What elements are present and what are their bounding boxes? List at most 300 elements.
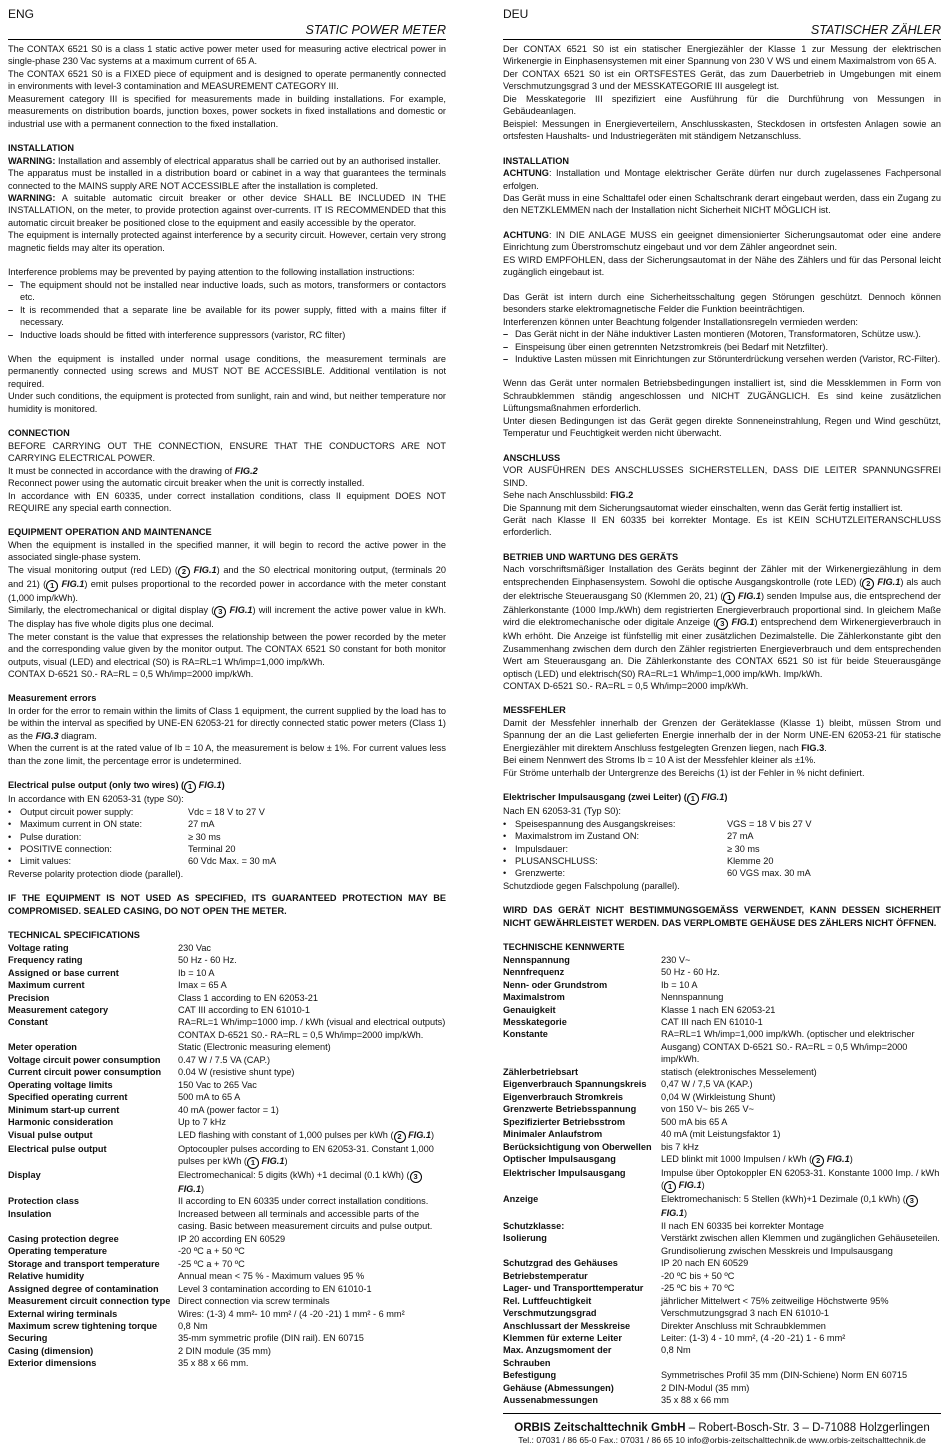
spec-key: Rel. Luftfeuchtigkeit <box>503 1295 592 1306</box>
spec-key: Lager- und Transporttemperatur <box>503 1283 644 1294</box>
spec-value: 60 Vdc Max. = 30 mA <box>188 856 277 867</box>
table-row <box>8 1345 446 1357</box>
spec-value: 2 DIN module (35 mm) <box>178 1345 271 1356</box>
list-item <box>8 831 446 843</box>
table-row <box>8 1332 446 1344</box>
measurement-text: . <box>824 742 827 753</box>
spec-key: Anzeige <box>503 1194 539 1205</box>
callout-1-icon: 1 <box>46 580 58 592</box>
spec-value: statisch (elektronisches Messelement) <box>661 1066 817 1077</box>
spec-key: Eigenverbrauch Spannungskreis <box>503 1079 647 1090</box>
table-row <box>8 1295 446 1307</box>
figure-reference: FIG.1 <box>58 578 85 589</box>
spec-value <box>178 1143 446 1169</box>
table-row <box>503 1103 941 1115</box>
spec-key: Maximum current in ON state: <box>20 819 143 830</box>
table-row <box>503 1004 941 1016</box>
pulse-output-heading <box>503 791 941 805</box>
tech-specs-heading: TECHNICAL SPECIFICATIONS <box>8 930 140 941</box>
spec-value: 40 mA (mit Leistungsfaktor 1) <box>661 1129 781 1140</box>
table-row <box>503 1091 941 1103</box>
spec-key: Visual pulse output <box>8 1129 93 1140</box>
table-row <box>8 1195 446 1207</box>
normal-usage-paragraph: When the equipment is installed under normal usage conditions, the measurement terminals are permanently connected using screws and MUST NOT BE ACCESSIBLE. Additional ventilation is not required. <box>8 353 446 389</box>
spec-key: Grenzwerte: <box>515 868 566 879</box>
spec-value: 150 Vac to 265 Vac <box>178 1079 257 1090</box>
spec-value: jährlicher Mittelwert < 75% zeitweilige Höchstwerte 95% <box>661 1295 889 1306</box>
page-title: STATIC POWER METER <box>305 23 446 37</box>
table-row <box>8 1079 446 1091</box>
table-row <box>503 954 941 966</box>
spec-key: Securing <box>8 1333 48 1344</box>
table-row <box>503 1078 941 1090</box>
table-row <box>503 979 941 991</box>
pulse-norm: In accordance with EN 62053-31 (type S0): <box>8 794 184 805</box>
spec-value: II according to EN 60335 under correct installation conditions. <box>178 1196 429 1207</box>
measurement-text: In order for the error to remain within the limits of Class 1 equipment, the current supplied by the load has to be within the interval as specified by UNE-EN 62053-21 for directly connected static power meters (Class 1) as the <box>8 705 446 741</box>
operation-text: Similarly, the electromechanical or digital display ( <box>8 605 215 616</box>
spec-value: Ib = 10 A <box>178 967 215 978</box>
figure-reference: FIG.1 <box>676 1180 702 1191</box>
spec-value-text: ) <box>683 1208 688 1219</box>
spec-key: Relative humidity <box>8 1271 85 1282</box>
spec-key: Precision <box>8 992 50 1003</box>
operation-text: The visual monitoring output (red LED) ( <box>8 564 178 575</box>
spec-key: Display <box>8 1169 41 1180</box>
spec-value: 0.04 W (resistive shunt type) <box>178 1067 295 1078</box>
spec-value-text: ) <box>849 1153 853 1164</box>
spec-key: Insulation <box>8 1208 52 1219</box>
bullet-icon <box>8 831 20 843</box>
spec-key: Max. Anzugsmoment der Schrauben <box>503 1345 612 1368</box>
spec-key: External wiring terminals <box>8 1308 118 1319</box>
table-row <box>8 1320 446 1332</box>
warning-label: ACHTUNG <box>503 168 549 179</box>
connection-paragraph: Die Spannung mit dem Sicherungsautomat wieder einschalten, wenn das Gerät fertig installiert ist. <box>503 502 903 513</box>
connection-paragraph: Gerät nach Klasse II EN 60335 bei korrekter Montage. Es ist KEIN SCHUTZLEITERANSCHLUSS erforderlich. <box>503 514 941 538</box>
list-item <box>503 843 941 855</box>
spec-key: Operating voltage limits <box>8 1079 113 1090</box>
spec-key: Konstante <box>503 1029 548 1040</box>
spec-key: Harmonic consideration <box>8 1117 114 1128</box>
figure-reference: FIG.2 <box>234 465 258 476</box>
table-row <box>503 1320 941 1332</box>
spec-value: 40 mA (power factor = 1) <box>178 1104 279 1115</box>
spec-value: 35 x 88 x 66 mm. <box>178 1358 249 1369</box>
connection-paragraph: Reconnect power using the automatic circuit breaker when the unit is correctly installed. <box>8 478 365 489</box>
table-row <box>8 942 446 954</box>
installation-paragraph: The equipment is internally protected against interference by a security circuit. However, certain very strong magnetic fields may alter its operation. <box>8 230 446 253</box>
connection-paragraph: In accordance with EN 60335, under correct installation conditions, class II equipment DOES NOT REQUIRE any special earth connection. <box>8 490 446 513</box>
bullet-icon <box>503 818 515 830</box>
warning-paragraph <box>503 229 941 254</box>
spec-value: II nach EN 60335 bei korrekter Montage <box>661 1220 824 1231</box>
normal-usage-paragraph: Under such conditions, the equipment is protected from sunlight, rain and wind, but neither temperature nor humidity is monitored. <box>8 391 446 414</box>
table-row <box>503 1167 941 1193</box>
spec-value: 27 mA <box>727 831 754 842</box>
table-row <box>503 1307 941 1319</box>
spec-value: 0,04 W (Wirkleistung Shunt) <box>661 1091 776 1102</box>
spec-value: 500 mA bis 65 A <box>661 1116 728 1127</box>
spec-key: Eigenverbrauch Stromkreis <box>503 1091 623 1102</box>
table-row <box>503 1394 941 1406</box>
spec-value-text: ) <box>200 1183 205 1194</box>
table-row <box>503 1153 941 1167</box>
list-item: – Das Gerät nicht in der Nähe induktiver Lasten montieren (Motoren, Transformatoren, Schütze usw.). <box>503 328 941 340</box>
callout-1-icon: 1 <box>664 1181 676 1193</box>
pulse-heading-text: Electrical pulse output (only two wires) ( <box>8 780 185 791</box>
spec-key: Frequency rating <box>8 955 83 966</box>
figure-reference: FIG.3 <box>35 730 59 741</box>
spec-value: IP 20 according EN 60529 <box>178 1233 286 1244</box>
figure-reference: FIG.2 <box>610 490 634 501</box>
spec-value: Terminal 20 <box>188 844 236 855</box>
table-row <box>503 1282 941 1294</box>
spec-value-text: ) <box>431 1129 435 1140</box>
callout-2-icon: 2 <box>178 566 190 578</box>
spec-key: Minimaler Anlaufstrom <box>503 1129 603 1140</box>
spec-key: Maximum current <box>8 980 85 991</box>
figure-reference: FIG.1 <box>698 792 725 803</box>
bullet-icon <box>503 843 515 855</box>
spec-value: Leiter: (1-3) 4 - 10 mm², (4 -20 -21) 1 - 6 mm² <box>661 1332 846 1343</box>
spec-key: Maximalstrom <box>503 992 565 1003</box>
spec-key: Verschmutzungsgrad <box>503 1308 597 1319</box>
spec-key: Grenzwerte Betriebsspannung <box>503 1104 637 1115</box>
spec-key: Electrical pulse output <box>8 1143 107 1154</box>
company-line <box>503 1422 941 1434</box>
spec-key: Befestigung <box>503 1370 557 1381</box>
spec-key: Maximum screw tightening torque <box>8 1320 158 1331</box>
intro-paragraph: Beispiel: Messungen in Energieverteilern, Anschlusskasten, Steckdosen in ortsfesten Anlagen sowie an ortsfesten Haushalts- und Industriegeräten mit ständigem Netzanschluss. <box>503 118 941 142</box>
intro-paragraph: Die Messkategorie III spezifiziert eine Ausführung für die Durchführung von Messungen in Gebäudeanlagen. <box>503 93 941 117</box>
measurement-errors-paragraph <box>503 717 941 754</box>
spec-value <box>661 1167 941 1193</box>
spec-value: 35-mm symmetric profile (DIN rail). EN 60715 <box>178 1333 364 1344</box>
operation-text: ) emit pulses proportional to the recorded power in accordance with the meter constant (1,000 imp/kWh). <box>8 578 446 603</box>
spec-value: Ib = 10 A <box>661 979 698 990</box>
spec-key: Measurement category <box>8 1005 109 1015</box>
table-row <box>8 1066 446 1078</box>
pulse-heading-text: ) <box>724 792 728 803</box>
spec-value-text: Electromechanical: 5 digits (kWh) +1 decimal (0.1 kWh) ( <box>178 1169 410 1180</box>
operation-paragraph <box>503 563 941 680</box>
warning-paragraph <box>503 167 941 192</box>
bullet-icon <box>8 806 20 818</box>
warning-label: WARNING: <box>8 192 56 203</box>
pulse-heading-text: Elektrischer Impulsausgang (zwei Leiter) ( <box>503 792 687 803</box>
figure-reference: FIG.3 <box>801 742 825 753</box>
callout-1-icon: 1 <box>247 1157 259 1169</box>
spec-key: Spezifizierter Betriebsstrom <box>503 1116 626 1127</box>
spec-value: Verschmutzungsgrad 3 nach EN 61010-1 <box>661 1308 830 1319</box>
spec-value: Klemme 20 <box>727 856 774 867</box>
figure-reference: FIG.1 <box>189 564 217 575</box>
intro-paragraph: The CONTAX 6521 S0 is a FIXED piece of equipment and is designed to operate permanently connected in environments with level-3 contamination and MEASUREMENT CATEGORY III. <box>8 68 446 92</box>
callout-3-icon: 3 <box>214 606 226 618</box>
table-row <box>8 1357 446 1369</box>
bullet-icon <box>503 867 515 879</box>
normal-usage-paragraph: Unter diesen Bedingungen ist das Gerät gegen direkte Sonneneinstrahlung, Regen und Wind geschützt, Temperatur und Feuchtigkeit werden nicht überwacht. <box>503 415 941 439</box>
callout-2-icon: 2 <box>394 1131 406 1143</box>
spec-key: Schutzgrad des Gehäuses <box>503 1258 618 1269</box>
spec-key: Storage and transport temperature <box>8 1258 160 1269</box>
table-row <box>503 1332 941 1344</box>
table-row <box>503 1369 941 1381</box>
table-row <box>503 991 941 1003</box>
spec-key: Messkategorie <box>503 1017 567 1027</box>
spec-value: Static (Electronic measuring element) <box>178 1042 331 1053</box>
warning-text: : Installation und Montage elektrischer Geräte dürfen nur durch zugelassenes Fachpersonal erfolgen. <box>503 168 941 191</box>
spec-value: -25 ºC a + 70 ºC <box>178 1258 245 1269</box>
figure-reference: FIG.1 <box>178 1183 201 1194</box>
spec-value: 0.47 W / 7.5 VA (CAP.) <box>178 1054 271 1065</box>
german-body <box>503 43 941 1447</box>
spec-value: 0,8 Nm <box>661 1345 691 1356</box>
warning-text: Installation and assembly of electrical apparatus shall be carried out by an authorised installer. <box>55 155 441 166</box>
spec-key: Voltage rating <box>8 942 69 953</box>
list-item <box>8 806 446 818</box>
spec-value-text: Optocoupler pulses according to EN 62053-31. Constant 1,000 pulses per kWh ( <box>178 1143 434 1166</box>
interference-list <box>503 328 941 365</box>
table-row <box>8 1258 446 1270</box>
footer-divider <box>503 1413 941 1414</box>
spec-key: Nennfrequenz <box>503 967 565 978</box>
callout-3-icon: 3 <box>716 618 728 630</box>
spec-key: Specified operating current <box>8 1092 128 1103</box>
table-row <box>8 1169 446 1195</box>
spec-value <box>178 1169 446 1195</box>
tech-specs-table <box>503 954 941 1407</box>
spec-value: ≥ 30 ms <box>727 843 760 854</box>
table-row <box>503 1344 941 1369</box>
figure-reference: FIG.1 <box>728 617 755 628</box>
callout-1-icon: 1 <box>184 781 196 793</box>
operation-paragraph: CONTAX D-6521 S0.- RA=RL = 0,5 Wh/imp=2000 imp/kWh. <box>8 669 254 680</box>
spec-key: Limit values: <box>20 856 72 867</box>
table-row <box>8 1143 446 1169</box>
spec-key: Exterior dimensions <box>8 1358 97 1369</box>
tech-specs-heading: TECHNISCHE KENNWERTE <box>503 942 625 953</box>
operation-text: ) senden Impulse aus, die entsprechend der Zählerkonstante (1000 Imp./kWh) dem registrierten Energieverbrauch proportional sind. In gleichem Maße wird die elektromechanische oder digitale Anzeige ( <box>503 590 941 628</box>
spec-value: IP 20 nach EN 60529 <box>661 1258 749 1269</box>
table-row <box>503 1232 941 1257</box>
installation-paragraph: ES WIRD EMPFOHLEN, dass der Sicherungsautomat in der Nähe des Zählers und für das Personal leicht zugänglich eingebaut ist. <box>503 254 941 278</box>
spec-value: RA=RL=1 Wh/imp=1000 imp. / kWh (visual and electrical outputs) <box>178 1017 446 1028</box>
spec-value-text: ) <box>284 1155 288 1166</box>
table-row <box>8 1104 446 1116</box>
spec-value <box>661 1193 941 1219</box>
spec-value: 50 Hz - 60 Hz. <box>661 967 720 978</box>
spec-key: PLUSANSCHLUSS: <box>515 856 598 867</box>
pulse-specs-list <box>503 818 941 880</box>
spec-key: Berücksichtigung von Oberwellen <box>503 1141 652 1152</box>
header-divider <box>503 39 941 40</box>
table-row <box>503 966 941 978</box>
callout-1-icon: 1 <box>723 592 735 604</box>
page-title: STATISCHER ZÄHLER <box>810 23 941 37</box>
spec-key: Elektrischer Impulsausgang <box>503 1167 626 1178</box>
table-row <box>8 1004 446 1016</box>
spec-key: Aussenabmessungen <box>503 1395 598 1406</box>
list-item <box>503 867 941 879</box>
spec-value: Up to 7 kHz <box>178 1117 226 1128</box>
installation-paragraph: Das Gerät ist intern durch eine Sicherheitsschaltung gegen Störungen geschützt. Dennoch können besonders starke elektromagnetische Felder die Funktion beeinträchtigen. <box>503 291 941 315</box>
operation-paragraph <box>8 604 446 630</box>
callout-1-icon: 1 <box>687 793 699 805</box>
warning-paragraph <box>8 155 446 167</box>
table-row <box>503 1270 941 1282</box>
intro-paragraph: Der CONTAX 6521 S0 ist ein ORTSFESTES Gerät, das zum Dauerbetrieb in Umgebungen mit einem Verschmutzungsgrad 3 und der MESSKATEGORIE III ausgelegt ist. <box>503 68 941 92</box>
operation-text: ) entsprechend dem Wirkenergieverbrauch in kWh erhöht. Die Anzeige ist fünfstellig mit einer zusätzlichen Dezimalstelle. Die Zählerkonstante gibt den Zusammenhang zwischen dem durch den Zähler registrierten Energieverbrauch und dem entsprechenden Wert am Steuerausgang an. Die Zählerkonstante des CONTAX 6521 S0 ist für beide Steuerausgänge optisch (LED) und elektrisch(S0) RA=RL=1 Wh/imp=1,000 imp/kWh. Imp/kWh. <box>503 617 942 679</box>
warning-label: WARNING: <box>8 155 56 166</box>
measurement-text: diagram. <box>58 730 97 741</box>
table-row <box>8 1054 446 1066</box>
connection-paragraph: VOR AUSFÜHREN DES ANSCHLUSSES SICHERSTELLEN, DASS DIE LEITER SPANNUNGSFREI SIND. <box>503 465 941 488</box>
spec-value: 0,47 W / 7,5 VA (KAP.) <box>661 1079 753 1090</box>
list-item <box>503 830 941 842</box>
language-label: ENG <box>8 7 35 21</box>
installation-paragraph: Das Gerät muss in eine Schalttafel oder einen Schaltschrank derart eingebaut werden, dass ein Zugang zu den NETZKLEMMEN nach der Installation nicht Sicherheit NICHT MÖGLICH ist. <box>503 192 941 216</box>
connection-heading: ANSCHLUSS <box>503 452 561 463</box>
spec-key: Assigned or base current <box>8 967 119 978</box>
list-item: – It is recommended that a separate line be available for its power supply, fitted with a mains filter if necessary. <box>8 304 446 329</box>
operation-text: Nach vorschriftsmäßiger Installation des Geräts beginnt der Zähler mit der Wirkenergiezählung in dem entsprechenden Einphasensystem. Sowohl die optische Ausgangskontrolle (rote LED) ( <box>503 564 941 587</box>
spec-value: Verstärkt zwischen allen Klemmen und zugänglichen Gehäuseteilen. Grundisolierung zwischen Messkreis und Impulsausgang <box>661 1233 940 1256</box>
figure-reference: FIG.1 <box>405 1129 432 1140</box>
measurement-errors-heading: MESSFEHLER <box>503 705 566 716</box>
list-item <box>8 818 446 830</box>
spec-key: Casing (dimension) <box>8 1345 94 1356</box>
connection-paragraph: BEFORE CARRYING OUT THE CONNECTION, ENSURE THAT THE CONDUCTORS ARE NOT CARRYING ELECTRICAL POWER. <box>8 440 446 464</box>
spec-value: VGS = 18 V bis 27 V <box>727 818 812 829</box>
spec-value: CAT III according to EN 61010-1 <box>178 1005 310 1015</box>
figure-reference: FIG.1 <box>196 780 222 791</box>
spec-value: Wires: (1-3) 4 mm²- 10 mm² / (4 -20 -21) 1 mm² - 6 mm² <box>178 1308 405 1319</box>
connection-text: It must be connected in accordance with the drawing of <box>8 465 235 476</box>
pulse-specs-list <box>8 806 446 868</box>
intro-paragraph: Measurement category III is specified for measurements made in building installations. For example, measurements on distribution boards, junction boxes, power sockets in fixed installations and domestic or industrial use with a permanent connection to the fixed installation. <box>8 93 446 129</box>
spec-value-text: LED blinkt mit 1000 Impulsen / kWh ( <box>661 1153 813 1164</box>
spec-value: Vdc = 18 V to 27 V <box>188 806 265 817</box>
callout-2-icon: 2 <box>812 1155 824 1167</box>
safety-warning: WIRD DAS GERÄT NICHT BESTIMMUNGSGEMÄSS VERWENDET, KANN DESSEN SICHERHEIT NICHT GEWÄHRLEISTET WERDEN. DAS VERPLOMBTE GEHÄUSE DES ZÄHLERS NICHT ÖFFNEN. <box>503 905 941 928</box>
spec-key: Casing protection degree <box>8 1233 119 1244</box>
table-row <box>503 1295 941 1307</box>
operation-text: ) will increment the active power value in kWh. The display has five whole digits plus one decimal. <box>8 605 447 630</box>
table-row <box>503 1257 941 1269</box>
bullet-icon <box>503 830 515 842</box>
spec-key: Protection class <box>8 1196 79 1207</box>
table-row <box>8 1016 446 1028</box>
spec-key: Schutzklasse: <box>503 1220 565 1231</box>
spec-value: Increased between all terminals and accessible parts of the casing. Basic between measurement circuits and pulse output. <box>178 1208 433 1232</box>
figure-reference: FIG.1 <box>258 1155 285 1166</box>
spec-value: 27 mA <box>188 819 215 830</box>
spec-key: Output circuit power supply: <box>20 806 134 817</box>
warning-label: ACHTUNG <box>503 229 549 240</box>
header-divider <box>8 39 446 40</box>
spec-key: Speisespannung des Ausgangskreises: <box>515 818 676 829</box>
spec-value: ≥ 30 ms <box>188 831 221 842</box>
table-row <box>8 1041 446 1053</box>
spec-value: 0,8 Nm <box>178 1320 208 1331</box>
table-row <box>8 1208 446 1233</box>
spec-value: Klasse 1 nach EN 62053-21 <box>661 1004 776 1015</box>
table-row <box>503 1193 941 1219</box>
interference-intro: Interference problems may be prevented by paying attention to the following installation instructions: <box>8 267 415 278</box>
connection-paragraph <box>8 465 446 477</box>
spec-key: Measurement circuit connection type <box>8 1296 171 1307</box>
installation-heading: INSTALLATION <box>8 143 75 154</box>
spec-key: Nenn- oder Grundstrom <box>503 979 608 990</box>
spec-key: POSITIVE connection: <box>20 844 112 855</box>
spec-value <box>178 1129 446 1143</box>
spec-value: 230 V~ <box>661 954 691 965</box>
spec-key: Voltage circuit power consumption <box>8 1054 161 1065</box>
english-body <box>8 43 446 1370</box>
bullet-icon <box>8 843 20 855</box>
operation-heading: BETRIEB UND WARTUNG DES GERÄTS <box>503 551 679 562</box>
bullet-icon <box>8 855 20 867</box>
connection-heading: CONNECTION <box>8 428 70 439</box>
spec-key: Impulsdauer: <box>515 843 569 854</box>
operation-paragraph: When the equipment is installed in the specified manner, it will begin to record the active power in the associated single-phase system. <box>8 539 446 563</box>
table-row <box>503 1128 941 1140</box>
pulse-output-heading <box>8 779 446 793</box>
table-row <box>8 1029 446 1041</box>
measurement-errors-paragraph: Bei einem Nennwert des Stroms Ib = 10 A ist der Messfehler kleiner als ±1%. <box>503 755 816 766</box>
spec-value: RA=RL=1 Wh/imp=1,000 imp/kWh. (optischer und elektrischer Ausgang) CONTAX D-6521 S0.- RA=RL = 0,5 Wh/imp=2000 imp/kWh. <box>661 1029 915 1065</box>
table-row <box>503 1141 941 1153</box>
list-item <box>8 843 446 855</box>
table-row <box>8 1308 446 1320</box>
spec-key: Assigned degree of contamination <box>8 1283 159 1294</box>
table-row <box>503 1028 941 1065</box>
spec-value: -20 ºC bis + 50 ºC <box>661 1270 735 1281</box>
spec-value-text: ) <box>701 1180 705 1191</box>
safety-warning: IF THE EQUIPMENT IS NOT USED AS SPECIFIED, ITS GUARANTEED PROTECTION MAY BE COMPROMISED. SEALED CASING, DO NOT OPEN THE METER. <box>8 893 446 916</box>
figure-reference: FIG.1 <box>824 1153 850 1164</box>
warning-text: A suitable automatic circuit breaker or other device SHALL BE INCLUDED IN THE INSTALLATION, on the meter, to provide protection against over-currents. IT IS RECOMMENDED that this automatic circuit breaker be positioned close to the equipment and easily accessible by the operator. <box>8 192 446 228</box>
spec-value: Direct connection via screw terminals <box>178 1296 330 1307</box>
spec-value: 500 mA to 65 A <box>178 1092 241 1103</box>
spec-value: von 150 V~ bis 265 V~ <box>661 1104 754 1115</box>
spec-value <box>661 1153 941 1167</box>
pulse-diode-note: Schutzdiode gegen Falschpolung (parallel). <box>503 880 680 891</box>
spec-key: Genauigkeit <box>503 1004 556 1015</box>
spec-key <box>8 1029 178 1041</box>
spec-value: 2 DIN-Modul (35 mm) <box>661 1382 750 1393</box>
table-row <box>8 1283 446 1295</box>
spec-value: Class 1 according to EN 62053-21 <box>178 992 318 1003</box>
spec-key: Current circuit power consumption <box>8 1067 162 1078</box>
company-address: – Robert-Bosch-Str. 3 – D-71088 Holzgerlingen <box>685 1421 930 1434</box>
spec-value: Annual mean < 75 % - Maximum values 95 % <box>178 1271 365 1282</box>
spec-value: 50 Hz - 60 Hz. <box>178 955 237 966</box>
list-item <box>503 855 941 867</box>
intro-paragraph: The CONTAX 6521 S0 is a class 1 static active power meter used for measuring active electrical power in single-phase 230 Vac systems at a maximum current of 65 A. <box>8 44 446 67</box>
list-item: – The equipment should not be installed near inductive loads, such as motors, transformers or contactors etc. <box>8 279 446 304</box>
operation-paragraph: The meter constant is the value that expresses the relationship between the power recorded by the meter and the corresponding value given by the monitor output. The CONTAX 6521 S0 constant for both monitor outputs, visual (LED) and electrical (S0) is RA=RL=1 Wh/imp=1,000 imp/kWh. <box>8 631 446 667</box>
figure-reference: FIG.1 <box>661 1208 684 1219</box>
spec-value: -20 ºC a + 50 ºC <box>178 1246 245 1257</box>
spec-key: Anschlussart der Messkreise <box>503 1320 631 1331</box>
bullet-icon <box>503 855 515 867</box>
table-row <box>8 954 446 966</box>
warning-text: : IN DIE ANLAGE MUSS ein geeignet dimensionierter Sicherungsautomat oder eine andere Einrichtung zum Überstromschutz eingebaut und vor dem Zähler angeordnet sein. <box>503 229 941 253</box>
table-row <box>8 1091 446 1103</box>
